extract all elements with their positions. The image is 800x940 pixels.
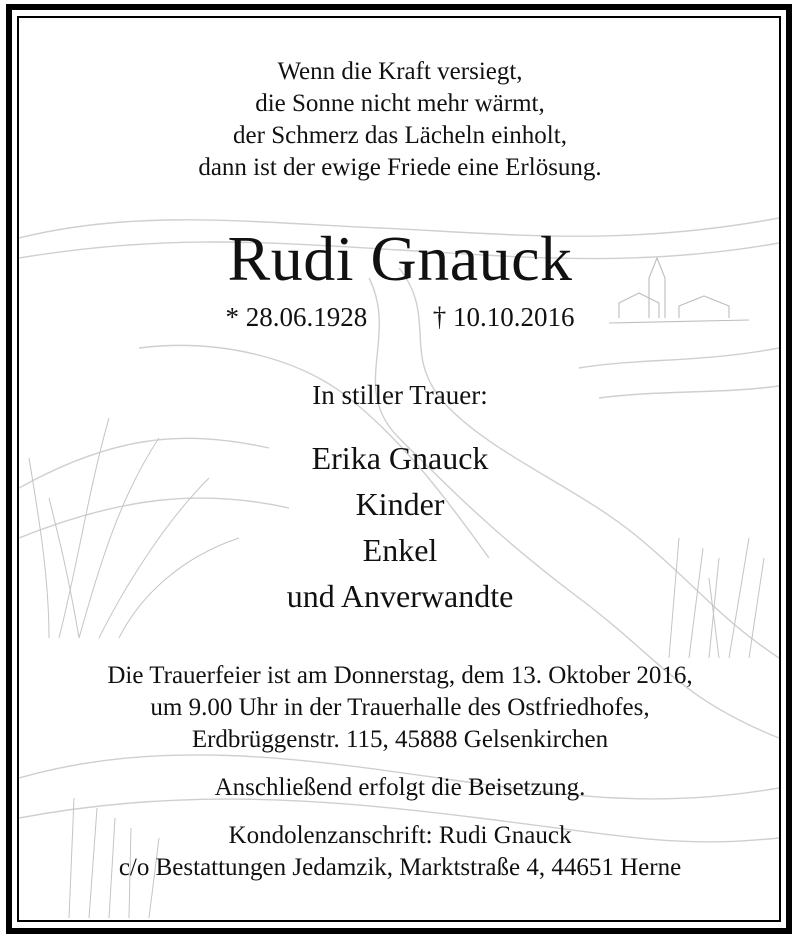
death-date: † 10.10.2016 <box>432 302 575 332</box>
motto-line: der Schmerz das Lächeln einholt, <box>233 122 567 149</box>
birth-date: * 28.06.1928 <box>225 302 368 332</box>
deceased-name: Rudi Gnauck <box>227 223 573 294</box>
condolence-line: Kondolenzanschrift: Rudi Gnauck <box>228 822 572 849</box>
life-dates <box>0 302 800 333</box>
mourning-intro: In stiller Trauer: <box>312 380 488 410</box>
burial-note: Anschließend erfolgt die Beisetzung. <box>214 774 586 801</box>
condolence-line: c/o Bestattungen Jedamzik, Marktstraße 4, 44651 Herne <box>118 854 682 881</box>
mourner-name: Kinder <box>355 486 445 522</box>
funeral-info-line: Erdbrüggenstr. 115, 45888 Gelsenkirchen <box>191 726 609 753</box>
funeral-info-line: Die Trauerfeier ist am Donnerstag, dem 13. Oktober 2016, <box>107 662 693 689</box>
mourner-name: und Anverwandte <box>286 578 514 614</box>
mourner-name: Enkel <box>362 532 438 568</box>
motto-line: dann ist der ewige Friede eine Erlösung. <box>198 154 602 181</box>
mourner-name: Erika Gnauck <box>311 440 489 476</box>
motto-line: Wenn die Kraft versiegt, <box>277 58 523 85</box>
motto-line: die Sonne nicht mehr wärmt, <box>255 90 545 117</box>
funeral-info-line: um 9.00 Uhr in der Trauerhalle des Ostfriedhofes, <box>150 694 650 721</box>
